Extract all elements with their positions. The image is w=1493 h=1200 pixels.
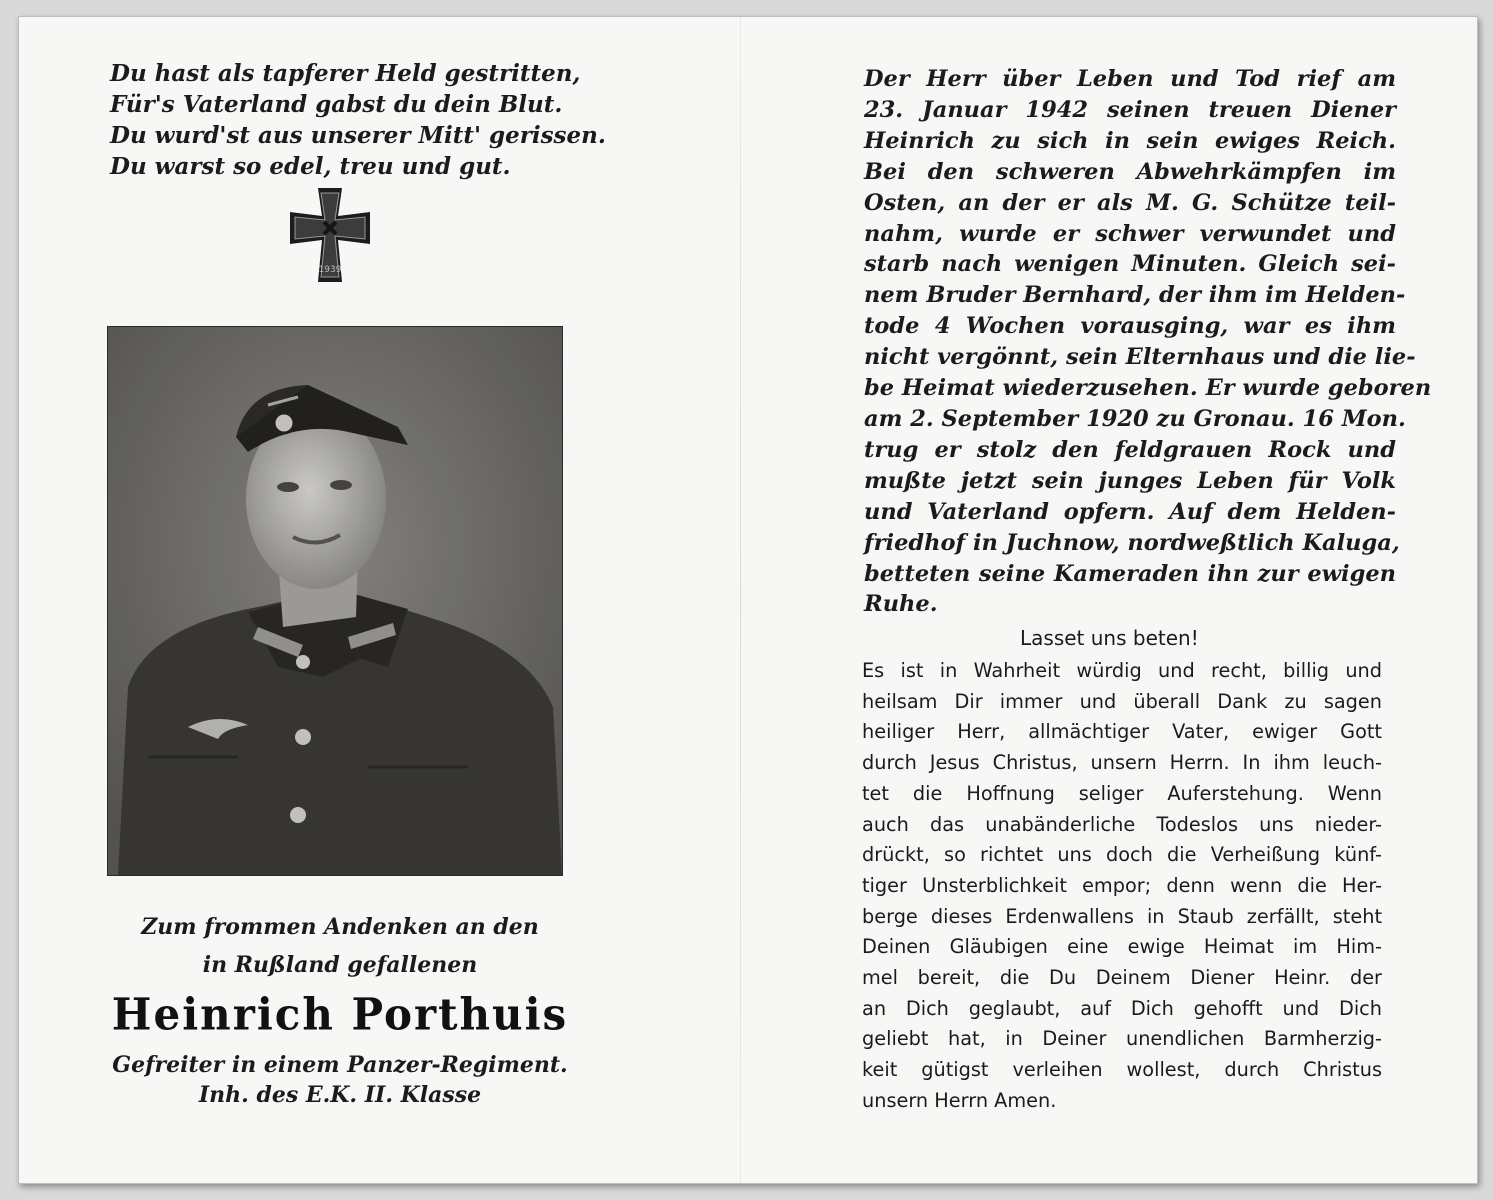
iron-cross-icon [288, 186, 372, 284]
card-fold-line [740, 16, 741, 1184]
obituary-line: 23. Januar 1942 seinen treuen Diener [864, 96, 1396, 123]
obituary-line: trug er stolz den feldgrauen Rock und [864, 436, 1396, 463]
prayer-line: heilsam Dir immer und überall Dank zu sagen [862, 689, 1382, 713]
prayer-line: drückt, so richtet uns doch die Verheißung künf- [862, 843, 1382, 867]
rank-line: Gefreiter in einem Panzer-Regiment. [112, 1052, 568, 1078]
poem [110, 58, 610, 182]
prayer-line: auch das unabänderliche Todeslos uns nieder- [862, 812, 1382, 836]
soldier-portrait [107, 326, 563, 876]
deceased-name: Heinrich Porthuis [111, 988, 569, 1041]
prayer-line: an Dich geglaubt, auf Dich gehofft und Dich [862, 996, 1382, 1020]
memorial-line-1: Zum frommen Andenken an den [141, 914, 539, 940]
prayer-line: geliebt hat, in Deiner unendlichen Barmherzig- [862, 1027, 1382, 1051]
poem-line: Du hast als tapferer Held gestritten, [110, 60, 581, 87]
obituary-line: nahm, wurde er schwer verwundet und [864, 220, 1396, 247]
award-line: Inh. des E.K. II. Klasse [198, 1082, 482, 1108]
obituary-line: betteten seine Kameraden ihn zur ewigen [864, 560, 1396, 587]
prayer-line: unsern Herrn Amen. [862, 1088, 1057, 1112]
prayer-line: heiliger Herr, allmächtiger Vater, ewiger Gott [862, 720, 1382, 744]
memorial-line-2: in Rußland gefallenen [202, 952, 478, 978]
prayer-title: Lasset uns beten! [1020, 626, 1199, 650]
prayer-line: tiger Unsterblichkeit empor; denn wenn die Her- [862, 873, 1382, 897]
obituary-line: und Vaterland opfern. Auf dem Helden- [864, 498, 1396, 525]
poem-line: Du warst so edel, treu und gut. [110, 153, 511, 180]
cross-year: 1939 [318, 265, 342, 275]
prayer-text [862, 656, 1382, 1117]
obituary-text [864, 64, 1432, 620]
obituary-line: Heinrich zu sich in sein ewiges Reich. [864, 127, 1396, 154]
prayer-line: mel bereit, die Du Deinem Diener Heinr. der [862, 966, 1382, 990]
obituary-line: nem Bruder Bernhard, der ihm im Helden- [864, 282, 1406, 309]
prayer-line: Deinen Gläubigen eine ewige Heimat im Him- [862, 935, 1382, 959]
obituary-line: Der Herr über Leben und Tod rief am [864, 66, 1396, 92]
obituary-line: Osten, an der er als M. G. Schütze teil- [864, 189, 1396, 216]
obituary-line: friedhof in Juchnow, nordweßtlich Kaluga, [864, 529, 1400, 556]
obituary-line: am 2. September 1920 zu Gronau. 16 Mon. [864, 405, 1406, 432]
obituary-line: Ruhe. [864, 591, 938, 618]
obituary-line: be Heimat wiederzusehen. Er wurde geboren [864, 375, 1432, 402]
obituary-line: Bei den schweren Abwehrkämpfen im [864, 158, 1396, 185]
obituary-line: nicht vergönnt, sein Elternhaus und die lie- [864, 344, 1416, 371]
prayer-line: Es ist in Wahrheit würdig und recht, billig und [862, 659, 1382, 682]
obituary-line: tode 4 Wochen vorausging, war es ihm [864, 313, 1396, 340]
poem-line: Du wurd'st aus unserer Mitt' gerissen. [110, 122, 606, 149]
poem-line: Für's Vaterland gabst du dein Blut. [110, 91, 563, 118]
prayer-line: keit gütigst verleihen wollest, durch Christus [862, 1058, 1382, 1082]
obituary-line: starb nach wenigen Minuten. Gleich sei- [864, 251, 1396, 278]
prayer-line: berge dieses Erdenwallens in Staub zerfällt, steht [862, 904, 1382, 928]
prayer-line: tet die Hoffnung seliger Auferstehung. Wenn [862, 781, 1382, 805]
prayer-line: durch Jesus Christus, unsern Herrn. In ihm leuch- [862, 751, 1382, 775]
obituary-line: mußte jetzt sein junges Leben für Volk [864, 467, 1396, 494]
